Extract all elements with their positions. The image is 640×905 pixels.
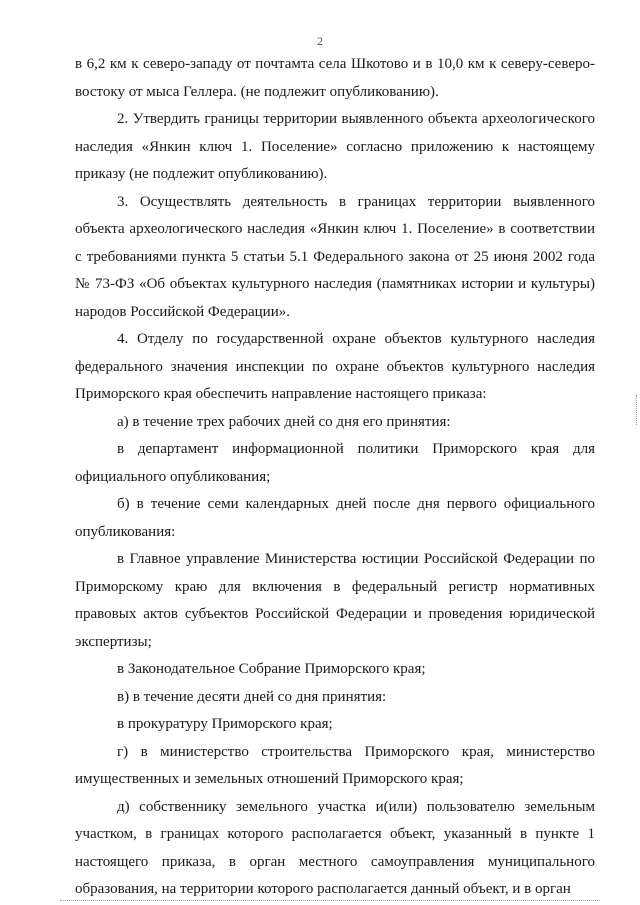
subitem-d: д) собственнику земельного участка и(или) пользователю земельным участком, в границах которого располагается объект, указанный в пункте 1 настоящего приказа, в орган местного самоуправления муниципального образования, на территории которого располагается данный объект, и в орган [75, 798, 595, 897]
document-body [75, 51, 595, 904]
subitem-a: а) в течение трех рабочих дней со дня его принятия: [117, 413, 451, 430]
paragraph-item-4: 4. Отделу по государственной охране объектов культурного наследия федерального значения инспекции по охране объектов культурного наследия Приморского края обеспечить направление настоящего приказа: [75, 331, 595, 402]
scan-edge-mark [635, 395, 637, 425]
page-number: 2 [317, 34, 323, 48]
subitem-b-recipient-1: в Главное управление Министерства юстиции Российской Федерации по Приморскому краю для включения в федеральный регистр нормативных правовых актов субъектов Российской Федерации и проведения юридической экспертизы; [75, 551, 595, 650]
paragraph-item-3: 3. Осуществлять деятельность в границах территории выявленного объекта археологического наследия «Янкин ключ 1. Поселение» в соответствии с требованиями пункта 5 статьи 5.1 Федерального закона от 25 июня 2002 года № 73-ФЗ «Об объектах культурного наследия (памятниках истории и культуры) народов Российской Федерации». [75, 193, 595, 320]
subitem-a-recipient: в департамент информационной политики Приморского края для официального опубликования; [75, 441, 595, 485]
subitem-g: г) в министерство строительства Приморского края, министерство имущественных и земельных отношений Приморского края; [75, 743, 595, 787]
scan-bottom-rule [60, 900, 600, 901]
subitem-v-recipient: в прокуратуру Приморского края; [117, 716, 333, 732]
subitem-v: в) в течение десяти дней со дня принятия: [117, 688, 387, 705]
subitem-b-recipient-2: в Законодательное Собрание Приморского края; [117, 661, 426, 677]
paragraph-continuation: в 6,2 км к северо-западу от почтамта села Шкотово и в 10,0 км к северу-северо-востоку от мыса Геллера. (не подлежит опубликованию). [75, 56, 595, 100]
paragraph-item-2: 2. Утвердить границы территории выявленного объекта археологического наследия «Янкин ключ 1. Поселение» согласно приложению к настоящему приказу (не подлежит опубликованию). [75, 111, 595, 182]
subitem-b: б) в течение семи календарных дней после дня первого официального опубликования: [75, 496, 595, 540]
